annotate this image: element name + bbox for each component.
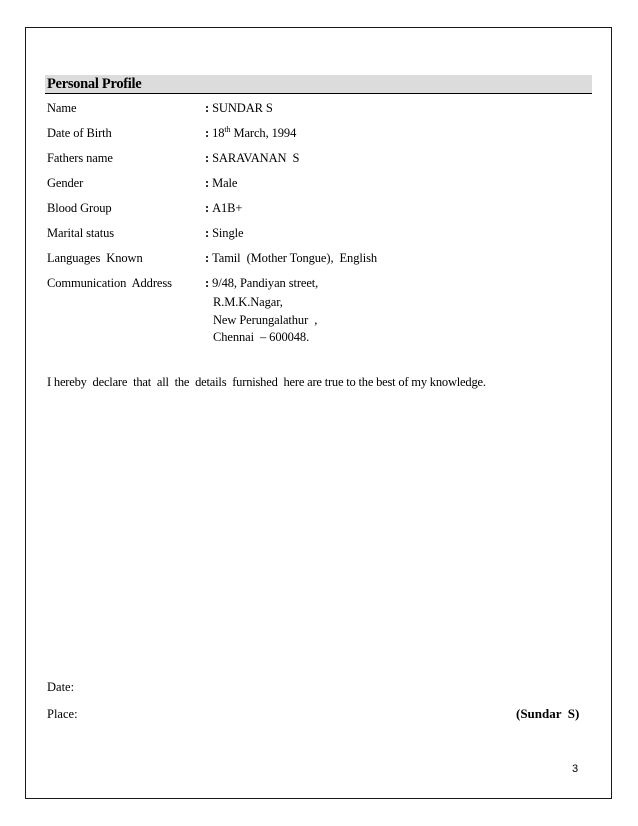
dob-label: Date of Birth — [47, 126, 112, 140]
address-line-3: New Perungalathur , — [213, 312, 318, 327]
dob-value-wrapper — [205, 126, 296, 141]
blood-group-value: A1B+ — [212, 201, 243, 215]
address-line-2: R.M.K.Nagar, — [213, 295, 283, 309]
gender-value-wrapper — [205, 176, 237, 191]
address-value-wrapper — [205, 276, 318, 347]
marital-status-value: Single — [212, 226, 244, 240]
gender-label: Gender — [47, 176, 84, 190]
section-title: Personal Profile — [47, 76, 142, 92]
father-value-wrapper — [205, 151, 299, 166]
colon: : — [205, 251, 210, 265]
name-value: SUNDAR S — [212, 101, 273, 115]
colon: : — [205, 101, 210, 115]
address-label: Communication Address — [47, 276, 172, 290]
section-header — [45, 75, 592, 94]
place-label: Place: — [47, 707, 78, 721]
address-line-1-text: 9/48, Pandiyan street, — [212, 276, 319, 290]
colon: : — [205, 126, 210, 140]
marital-status-value-wrapper — [205, 226, 243, 241]
signature-name: (Sundar S) — [516, 706, 580, 721]
gender-value: Male — [212, 176, 238, 190]
colon: : — [205, 276, 210, 290]
date-label: Date: — [47, 680, 75, 694]
blood-group-label: Blood Group — [47, 201, 112, 215]
address-line-1 — [205, 276, 318, 291]
colon: : — [205, 201, 210, 215]
dob-rest: March, 1994 — [230, 126, 297, 140]
blood-group-value-wrapper — [205, 201, 242, 216]
page-number: 3 — [572, 763, 579, 775]
dob-suffix: th — [224, 125, 231, 134]
languages-value: Tamil (Mother Tongue), English — [212, 251, 378, 265]
colon: : — [205, 151, 210, 165]
colon: : — [205, 226, 210, 240]
dob-day: 18 — [212, 126, 225, 140]
declaration-text: I hereby declare that all the details furnished here are true to the best of my knowledge. — [47, 375, 486, 389]
father-value: SARAVANAN S — [212, 151, 300, 165]
father-label: Fathers name — [47, 151, 113, 165]
languages-value-wrapper — [205, 251, 377, 266]
name-value-wrapper — [205, 101, 273, 116]
languages-label: Languages Known — [47, 251, 143, 265]
address-line-4: Chennai – 600048. — [213, 330, 310, 344]
name-label: Name — [47, 101, 77, 115]
page-border — [25, 27, 612, 799]
colon: : — [205, 176, 210, 190]
marital-status-label: Marital status — [47, 226, 114, 240]
